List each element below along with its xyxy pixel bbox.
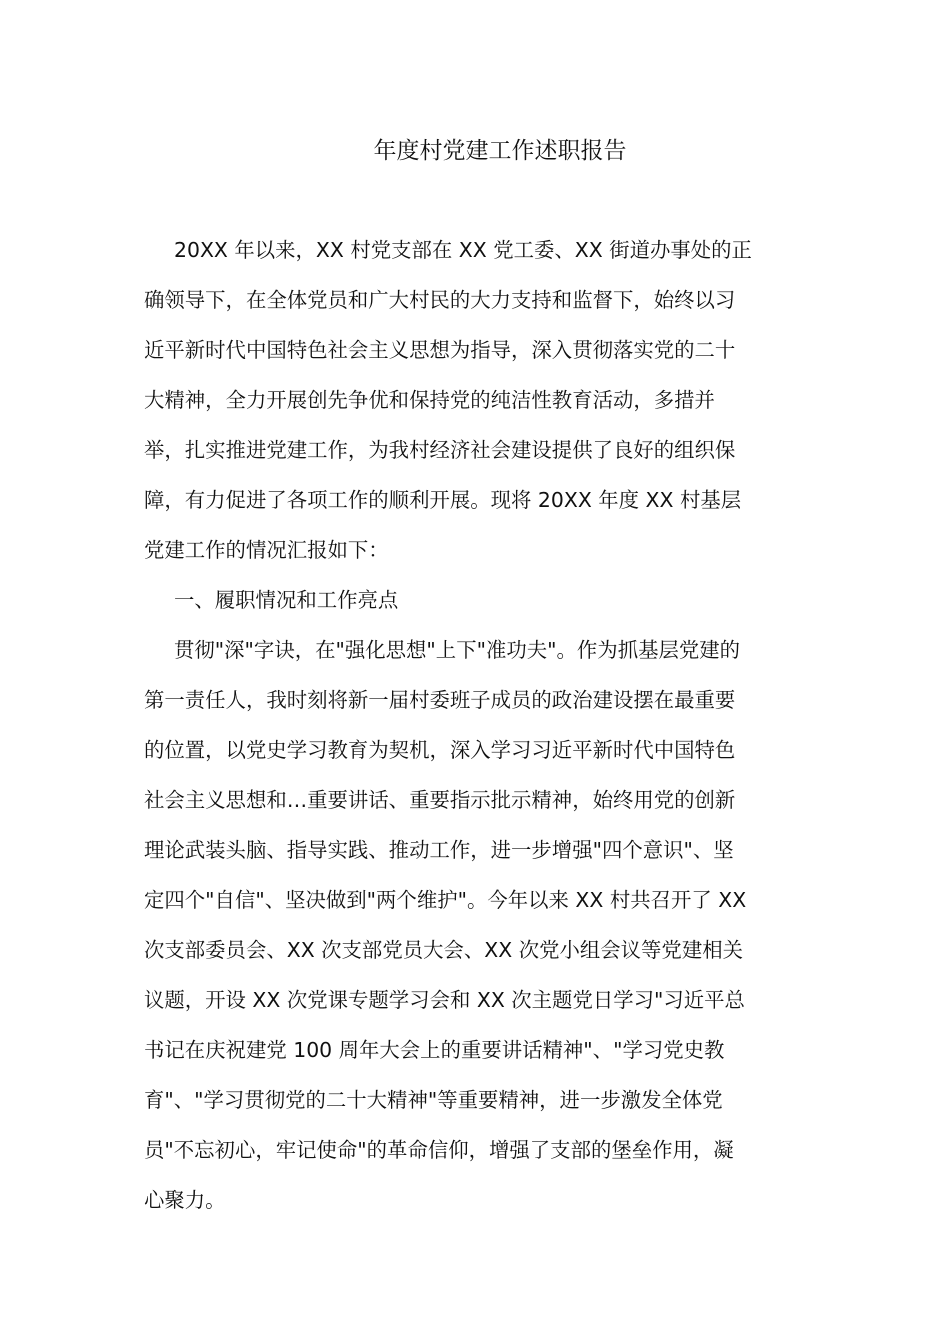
paragraph-line: 大精神，全力开展创先争优和保持党的纯洁性教育活动，多措并 — [144, 388, 715, 412]
document-body — [144, 233, 808, 1233]
paragraph-line: 育"、"学习贯彻党的二十大精神"等重要精神，进一步激发全体党 — [144, 1088, 723, 1112]
section-heading: 一、履职情况和工作亮点 — [174, 588, 399, 612]
paragraph-line: 第一责任人，我时刻将新一届村委班子成员的政治建设摆在最重要 — [144, 688, 736, 712]
paragraph-line: 障，有力促进了各项工作的顺利开展。现将 20XX 年度 XX 村基层 — [144, 488, 742, 512]
paragraph-line: 书记在庆祝建党 100 周年大会上的重要讲话精神"、"学习党史教 — [144, 1038, 725, 1062]
paragraph-line: 次支部委员会、XX 次支部党员大会、XX 次党小组会议等党建相关 — [144, 938, 743, 962]
paragraph-line: 举，扎实推进党建工作，为我村经济社会建设提供了良好的组织保 — [144, 438, 736, 462]
paragraph-line: 理论武装头脑、指导实践、推动工作，进一步增强"四个意识"、坚 — [144, 838, 734, 862]
paragraph-line: 议题，开设 XX 次党课专题学习会和 XX 次主题党日学习"习近平总 — [144, 988, 745, 1012]
document-title: 年度村党建工作述职报告 — [373, 138, 627, 164]
paragraph-line: 20XX 年以来，XX 村党支部在 XX 党工委、XX 街道办事处的正 — [174, 238, 752, 262]
paragraph-line: 党建工作的情况汇报如下： — [144, 538, 389, 562]
paragraph-line: 员"不忘初心，牢记使命"的革命信仰，增强了支部的堡垒作用，凝 — [144, 1138, 734, 1162]
paragraph-line: 心聚力。 — [144, 1188, 226, 1212]
paragraph-line: 贯彻"深"字诀，在"强化思想"上下"准功夫"。作为抓基层党建的 — [174, 638, 741, 662]
paragraph-line: 近平新时代中国特色社会主义思想为指导，深入贯彻落实党的二十 — [144, 338, 736, 362]
paragraph-line: 的位置，以党史学习教育为契机，深入学习习近平新时代中国特色 — [144, 738, 736, 762]
paragraph-line: 确领导下，在全体党员和广大村民的大力支持和监督下，始终以习 — [144, 288, 736, 312]
paragraph-line: 社会主义思想和…重要讲话、重要指示批示精神，始终用党的创新 — [144, 788, 736, 812]
paragraph-line: 定四个"自信"、坚决做到"两个维护"。今年以来 XX 村共召开了 XX — [144, 888, 747, 912]
